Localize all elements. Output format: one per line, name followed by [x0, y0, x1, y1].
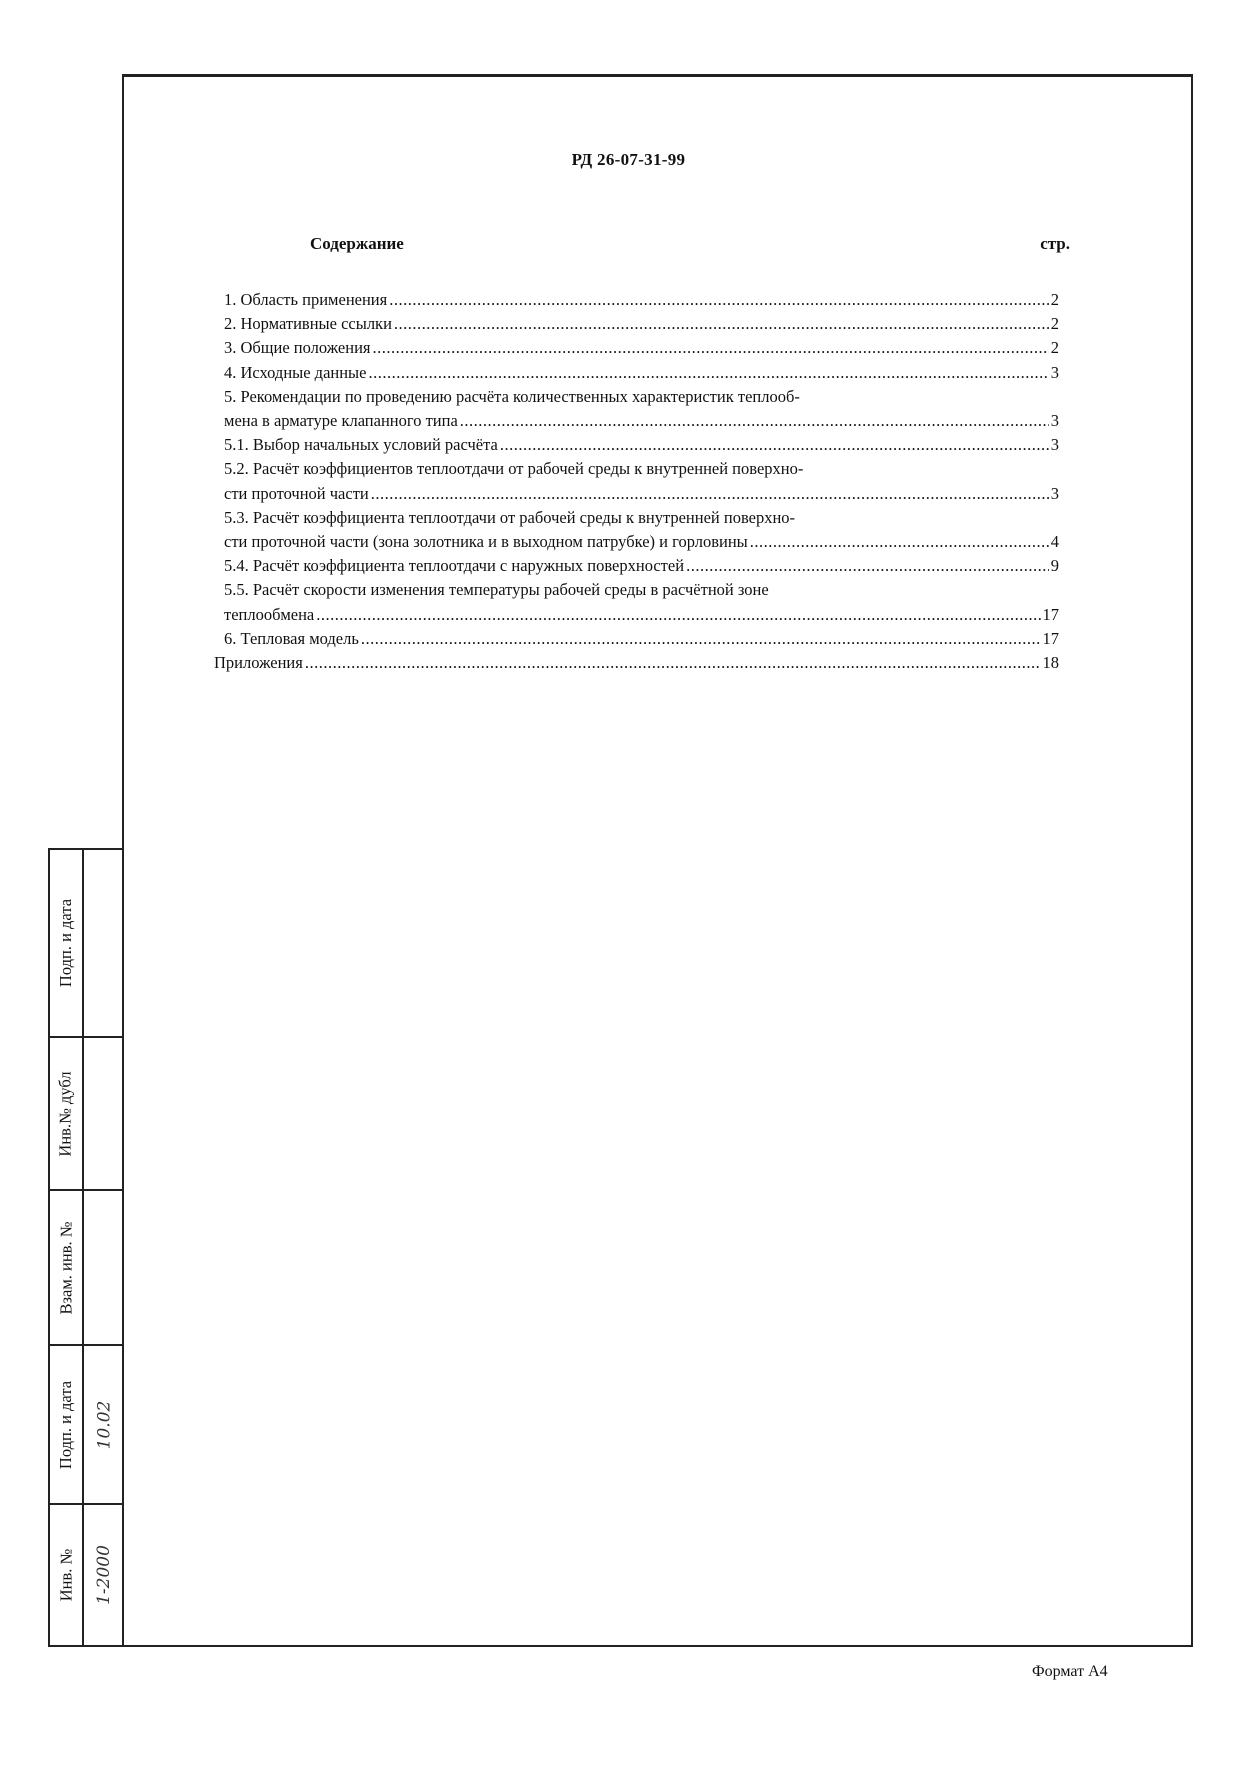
stamp-label: Инв.№ дубл [56, 1070, 75, 1157]
toc-entry: Приложения ..... 18 [214, 651, 1059, 675]
stamp-cell [50, 850, 124, 1038]
toc-entry: 2. Нормативные ссылки ..... 2 [214, 312, 1059, 336]
stamp-cell [50, 1038, 124, 1191]
toc-entry: 5.1. Выбор начальных условий расчёта ..... 3 [214, 433, 1059, 457]
toc-header [310, 234, 1070, 258]
stamp-label: Подп. и дата [56, 1380, 75, 1469]
toc-entry-line: 5.3. Расчёт коэффициента теплоотдачи от рабочей среды к внутренней поверхно- [224, 507, 796, 527]
toc-entry: 5.4. Расчёт коэффициента теплоотдачи с наружных поверхностей ..... 9 [214, 554, 1059, 578]
toc-entry: теплообмена ..... 17 [214, 603, 1059, 627]
approval-stamp-strip [48, 848, 122, 1647]
toc-entry: 3. Общие положения ..... 2 [214, 336, 1059, 360]
toc-page-column-label: стр. [1040, 234, 1070, 253]
paper-format-label: Формат А4 [1032, 1663, 1108, 1680]
toc-entry: мена в арматуре клапанного типа ..... 3 [214, 409, 1059, 433]
stamp-label: Инв. № [56, 1548, 75, 1602]
stamp-cell [50, 1505, 124, 1647]
stamp-label: Взам. инв. № [56, 1221, 76, 1314]
stamp-cell [50, 1346, 124, 1505]
stamp-value: 1-2000 [94, 1545, 115, 1605]
toc-entry-line: 5. Рекомендации по проведению расчёта количественных характеристик теплооб- [224, 386, 800, 406]
document-code: РД 26-07-31-99 [571, 150, 686, 169]
table-of-contents [214, 288, 1059, 675]
stamp-cell [50, 1191, 124, 1346]
toc-entry-line: 5.5. Расчёт скорости изменения температуры рабочей среды в расчётной зоне [224, 580, 769, 600]
toc-entry: сти проточной части (зона золотника и в выходном патрубке) и горловины ..... 4 [214, 530, 1059, 554]
stamp-label: Подп. и дата [56, 898, 75, 988]
toc-entry-line: 5.2. Расчёт коэффициентов теплоотдачи от рабочей среды к внутренней поверхно- [224, 459, 804, 479]
stamp-divider [82, 850, 84, 1645]
toc-entry: 4. Исходные данные ..... 3 [214, 361, 1059, 385]
toc-entry: 1. Область применения ..... 2 [214, 288, 1059, 312]
stamp-value: 10.02 [94, 1400, 115, 1449]
toc-title: Содержание [310, 234, 404, 253]
toc-entry: 6. Тепловая модель ..... 17 [214, 627, 1059, 651]
toc-entry: сти проточной части ..... 3 [214, 482, 1059, 506]
